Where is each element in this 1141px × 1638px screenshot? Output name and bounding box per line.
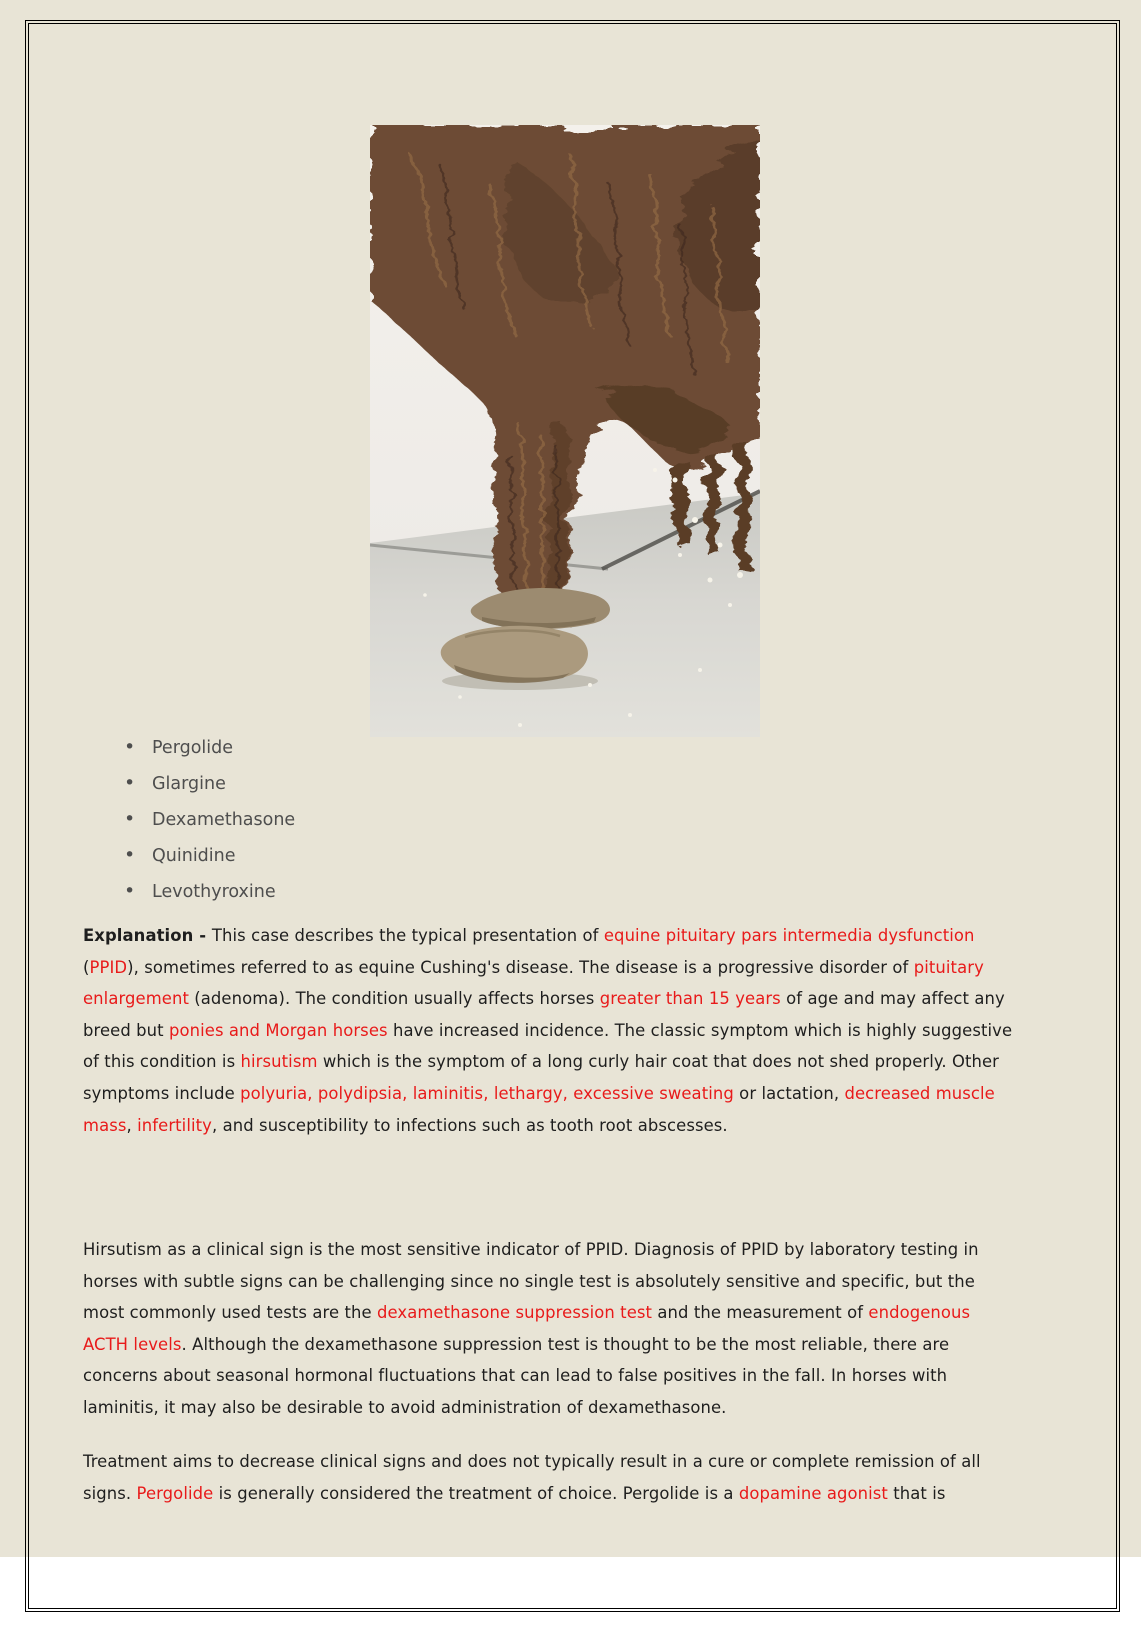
- bullet-icon: •: [124, 736, 136, 758]
- bullet-icon: •: [124, 844, 136, 866]
- option-levothyroxine: [83, 874, 295, 910]
- option-label: Pergolide: [152, 738, 233, 758]
- bullet-icon: •: [124, 880, 136, 902]
- explanation-paragraph: Explanation - This case describes the typical presentation of equine pituitary pars intermedia dysfunction (PPID), sometimes referred to as equine Cushing's disease. The disease is a progressive disorder of pituitary enlargement (adenoma). The condition usually affects horses greater than 15 years of age and may affect any breed but ponies and Morgan horses have increased incidence. The classic symptom which is highly suggestive of this condition is hirsutism which is the symptom of a long curly hair coat that does not shed properly. Other symptoms include polyuria, polydipsia, laminitis, lethargy, excessive sweating or lactation, decreased muscle mass, infertility, and susceptibility to infections such as tooth root abscesses.: [83, 926, 1013, 1135]
- option-pergolide: [83, 730, 295, 766]
- option-glargine: [83, 766, 295, 802]
- bullet-icon: •: [124, 772, 136, 794]
- option-label: Levothyroxine: [152, 882, 276, 902]
- option-label: Quinidine: [152, 846, 236, 866]
- option-quinidine: [83, 838, 295, 874]
- treatment-paragraph: Treatment aims to decrease clinical signs and does not typically result in a cure or complete remission of all signs. Pergolide is generally considered the treatment of choice. Pergolide is a dopamine agonist that is: [83, 1452, 981, 1503]
- diagnosis-paragraph: Hirsutism as a clinical sign is the most sensitive indicator of PPID. Diagnosis of PPID by laboratory testing in horses with subtle signs can be challenging since no single test is absolutely sensitive and specific, but the most commonly used tests are the dexamethasone suppression test and the measurement of endogenous ACTH levels. Although the dexamethasone suppression test is thought to be the most reliable, there are concerns about seasonal hormonal fluctuations that can lead to false positives in the fall. In horses with laminitis, it may also be desirable to avoid administration of dexamethasone.: [83, 1240, 979, 1417]
- horse-photo-illustration: [370, 125, 760, 737]
- option-label: Dexamethasone: [152, 810, 296, 830]
- bullet-icon: •: [124, 808, 136, 830]
- answer-options-list: [83, 730, 295, 910]
- option-dexamethasone: [83, 802, 295, 838]
- option-label: Glargine: [152, 774, 226, 794]
- hirsute-horse-legs-photo: [370, 125, 760, 737]
